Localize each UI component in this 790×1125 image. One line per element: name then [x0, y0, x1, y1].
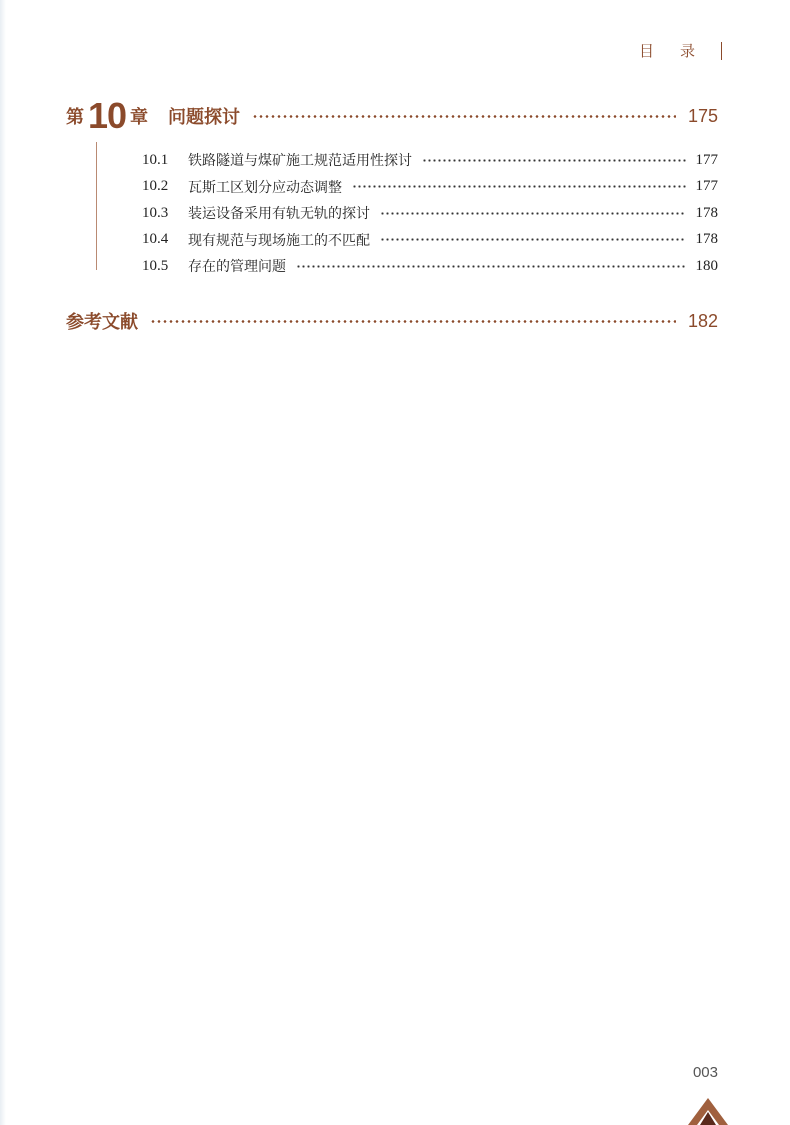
dot-leader — [150, 320, 676, 323]
dot-leader — [352, 185, 686, 188]
dot-leader — [380, 212, 686, 215]
section-number: 10.5 — [142, 257, 169, 274]
page-number: 003 — [692, 1064, 718, 1081]
dot-leader — [380, 238, 686, 241]
section-title: 现有规范与现场施工的不匹配 — [188, 232, 370, 249]
corner-emblem-icon — [688, 1098, 728, 1125]
section-page-number: 177 — [695, 151, 718, 168]
header-word-1: 目 — [638, 42, 654, 60]
section-page-number: 178 — [695, 204, 718, 221]
section-page-number: 180 — [695, 257, 718, 274]
running-header — [639, 40, 722, 61]
references-title: 参考文献 — [66, 312, 138, 333]
section-title: 存在的管理问题 — [188, 259, 286, 276]
chapter-suffix: 章 — [130, 107, 149, 128]
toc-section-entry[interactable] — [142, 147, 718, 174]
section-title: 铁路隧道与煤矿施工规范适用性探讨 — [188, 153, 412, 170]
toc-section-list — [142, 147, 718, 280]
toc-chapter-entry[interactable] — [66, 96, 718, 136]
section-number: 10.4 — [142, 231, 169, 248]
toc-section-entry[interactable] — [142, 253, 718, 280]
section-number: 10.1 — [142, 151, 169, 168]
section-title: 装运设备采用有轨无轨的探讨 — [188, 206, 370, 223]
section-page-number: 178 — [695, 231, 718, 248]
section-page-number: 177 — [695, 178, 718, 195]
dot-leader — [422, 159, 686, 162]
header-word-2: 录 — [679, 42, 695, 60]
toc-section-entry[interactable] — [142, 200, 718, 227]
section-number: 10.2 — [142, 178, 169, 195]
references-page-number: 182 — [687, 310, 718, 331]
section-title: 瓦斯工区划分应动态调整 — [188, 179, 342, 196]
dot-leader — [296, 265, 686, 268]
chapter-title: 问题探讨 — [168, 107, 241, 128]
toc-section-entry[interactable] — [142, 174, 718, 201]
header-divider — [721, 42, 722, 60]
chapter-number: 10 — [88, 95, 127, 136]
section-number: 10.3 — [142, 204, 169, 221]
dot-leader — [252, 115, 676, 118]
toc-section-entry[interactable] — [142, 227, 718, 254]
chapter-prefix: 第 — [66, 107, 84, 128]
chapter-vertical-rule — [96, 142, 97, 270]
chapter-page-number: 175 — [687, 105, 718, 126]
page-edge-shadow — [0, 0, 6, 1125]
toc-references-entry[interactable] — [66, 306, 718, 336]
